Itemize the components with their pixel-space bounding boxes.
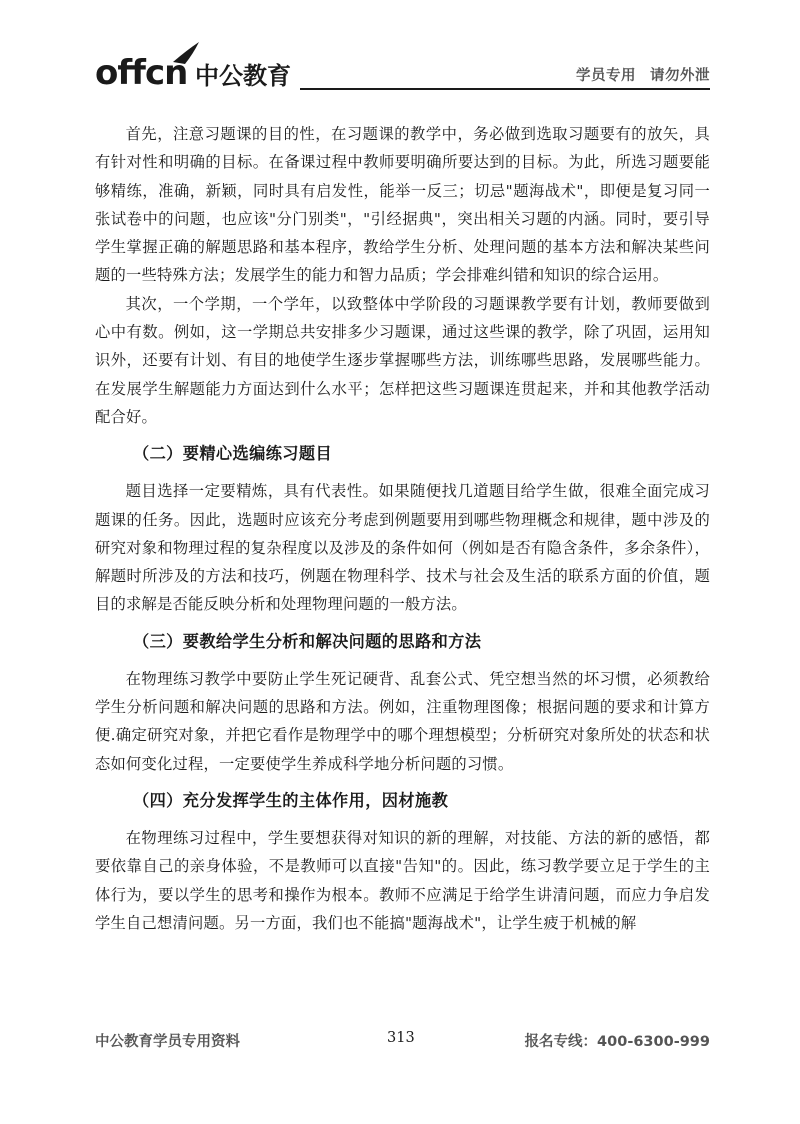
logo-chinese-name: 中公教育 bbox=[195, 62, 291, 90]
logo-wordmark: offcn bbox=[95, 53, 188, 92]
section-heading-3: （三）要教给学生分析和解决问题的思路和方法 bbox=[133, 631, 482, 651]
offcn-logo bbox=[95, 40, 325, 92]
paragraph-4: 在物理练习教学中要防止学生死记硬背、乱套公式、凭空想当然的坏习惯，必须教给学生分析问题和解决问题的思路和方法。例如，注重物理图像；根据问题的要求和计算方便.确定研究对象，并把它看作是物理学中的哪个理想模型；分析研究对象所处的状态和状态如何变化过程，一定要使学生养成科学地分析问题的习惯。 bbox=[95, 669, 710, 773]
page-number: 313 bbox=[387, 1030, 415, 1046]
header-tag-students-only: 学员专用 bbox=[576, 68, 636, 84]
section-heading-4: （四）充分发挥学生的主体作用，因材施教 bbox=[133, 790, 449, 810]
page-footer bbox=[95, 1030, 710, 1054]
page-content bbox=[95, 120, 710, 937]
paragraph-2: 其次，一个学期，一个学年，以致整体中学阶段的习题课教学要有计划，教师要做到心中有数。例如，这一学期总共安排多少习题课，通过这些课的教学，除了巩固，运用知识外，还要有计划、有目的地使学生逐步掌握哪些方法，训练哪些思路，发展哪些能力。在发展学生解题能力方面达到什么水平；怎样把这些习题课连贯起来，并和其他教学活动配合好。 bbox=[95, 294, 710, 426]
footer-material-label: 中公教育学员专用资料 bbox=[95, 1034, 240, 1050]
paragraph-3: 题目选择一定要精炼，具有代表性。如果随便找几道题目给学生做，很难全面完成习题课的任务。因此，选题时应该充分考虑到例题要用到哪些物理概念和规律，题中涉及的研究对象和物理过程的复杂程度以及涉及的条件如何（例如是否有隐含条件，多余条件），解题时所涉及的方法和技巧，例题在物理科学、技术与社会及生活的联系方面的价值，题目的求解是否能反映分析和处理物理问题的一般方法。 bbox=[95, 482, 710, 614]
footer-hotline: 报名专线：400-6300-999 bbox=[524, 1034, 710, 1050]
paragraph-5: 在物理练习过程中，学生要想获得对知识的新的理解，对技能、方法的新的感悟，都要依靠自己的亲身体验，不是教师可以直接"告知"的。因此，练习教学要立足于学生的主体行为，要以学生的思考和操作为根本。教师不应满足于给学生讲清问题，而应力争启发学生自己想清问题。另一方面，我们也不能搞"题海战术"，让学生疲于机械的解 bbox=[95, 828, 710, 932]
header-tag-confidential: 请勿外泄 bbox=[650, 68, 710, 84]
header-tags bbox=[576, 64, 710, 85]
header-rule bbox=[300, 88, 710, 90]
paragraph-1: 首先，注意习题课的目的性，在习题课的教学中，务必做到选取习题要有的放矢，具有针对性和明确的目标。在备课过程中教师要明确所要达到的目标。为此，所选习题要能够精练，准确，新颖，同时具有启发性，能举一反三；切忌"题海战术"，即便是复习同一张试卷中的问题，也应该"分门别类"，"引经据典"，突出相关习题的内涵。同时，要引导学生掌握正确的解题思路和基本程序，教给学生分析、处理问题的基本方法和解决某些问题的一些特殊方法；发展学生的能力和智力品质；学会排难纠错和知识的综合运用。 bbox=[95, 125, 710, 285]
page-header bbox=[95, 40, 710, 92]
section-heading-2: （二）要精心选编练习题目 bbox=[133, 444, 333, 464]
